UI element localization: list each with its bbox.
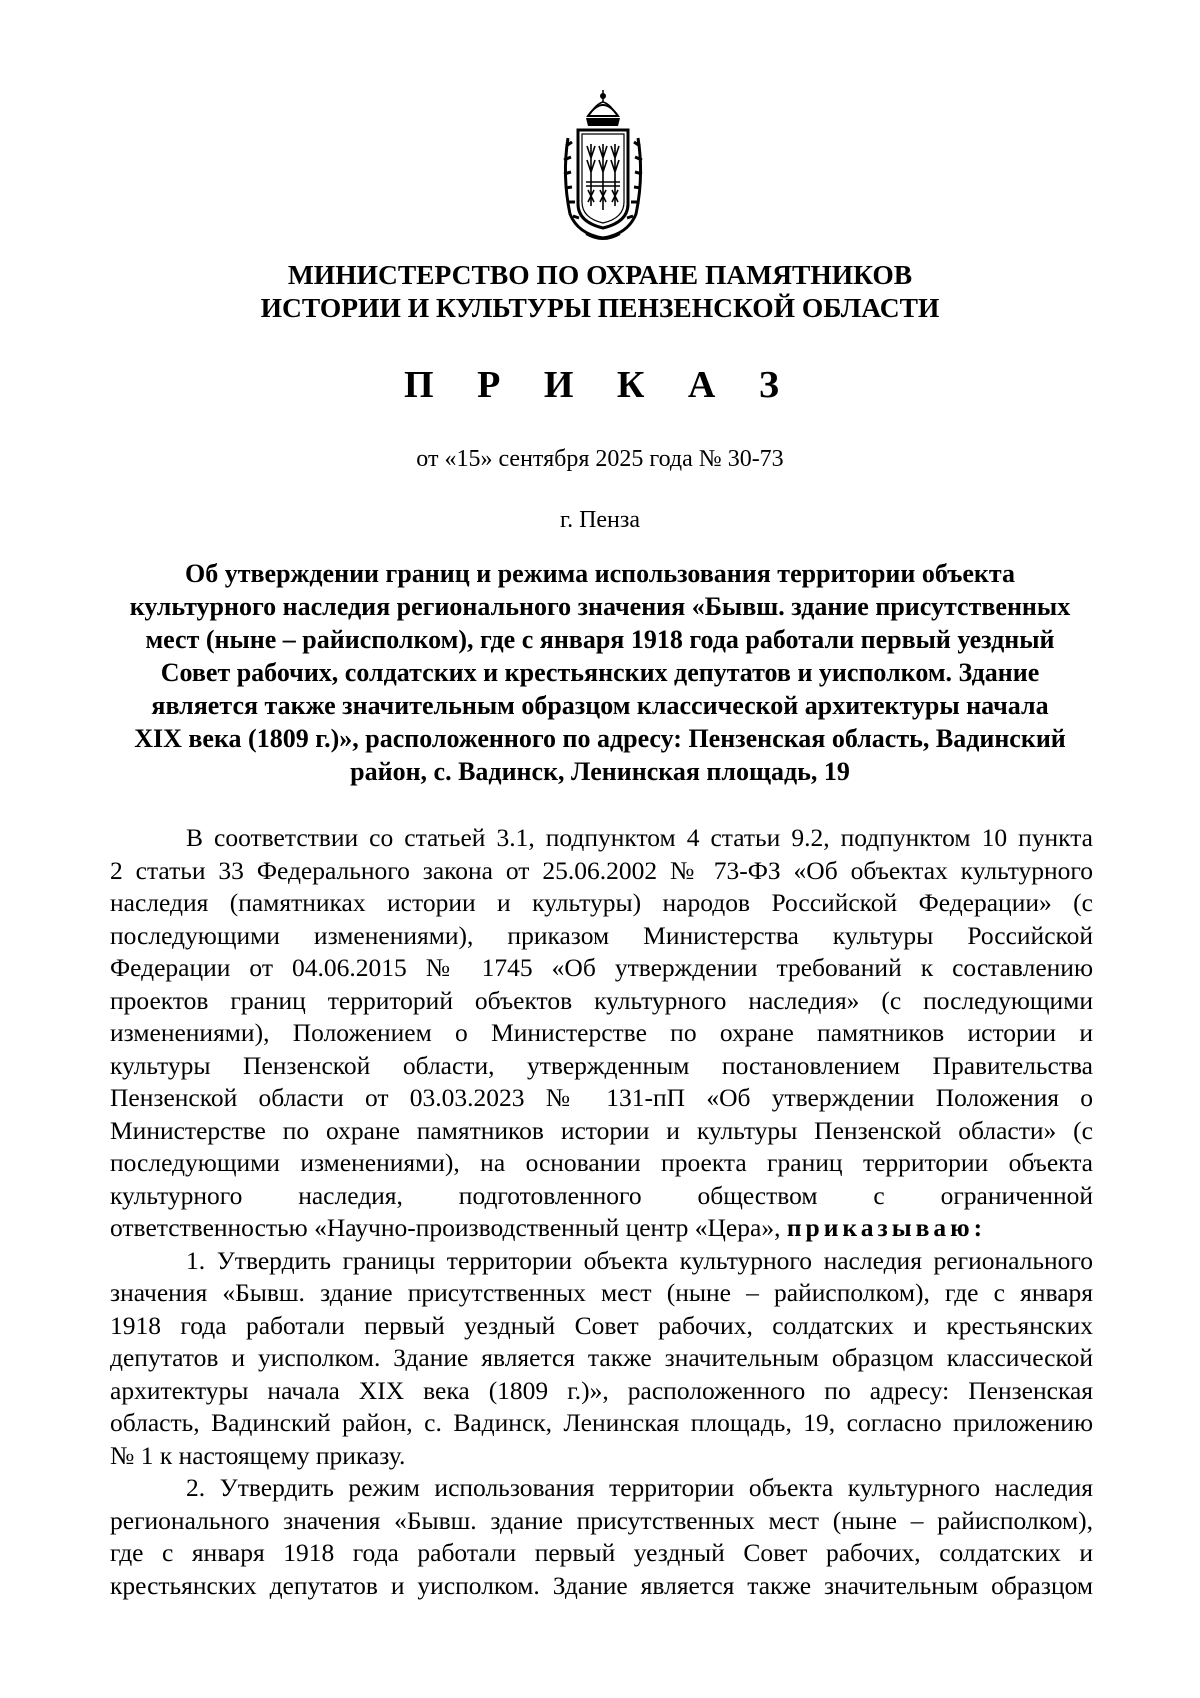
order-keyword: приказываю: <box>786 1213 987 1242</box>
body-line: Федерации от 04.06.2015 № 1745 «Об утверждении требований к составлению <box>110 953 1093 982</box>
order-item-2 <box>110 1472 1093 1602</box>
subject-line: район, с. Вадинск, Ленинская площадь, 19 <box>350 757 850 786</box>
preamble-last-text: ответственностью «Научно-производственный центр «Цера», <box>110 1213 781 1242</box>
body-line: регионального значения «Бывш. здание присутственных мест (ныне – райисполком), <box>110 1505 1093 1535</box>
document-date-number: от «15» сентября 2025 года № 30-73 <box>416 446 784 472</box>
body-line: крестьянских депутатов и уисполком. Здание является также значительным образцом <box>110 1570 1093 1600</box>
body-line: 2 статьи 33 Федерального закона от 25.06.2002 № 73-ФЗ «Об объектах культурного <box>110 855 1093 885</box>
ministry-name-line-2: ИСТОРИИ И КУЛЬТУРЫ ПЕНЗЕНСКОЙ ОБЛАСТИ <box>260 292 940 323</box>
body-line: где с января 1918 года работали первый уездный Совет рабочих, солдатских и <box>110 1538 1093 1567</box>
body-line: Министерстве по охране памятников истории и культуры Пензенской области» (с <box>110 1115 1093 1145</box>
body-line <box>110 1212 1093 1245</box>
document-type-title: П Р И К А З <box>404 364 796 406</box>
preamble-paragraph <box>110 822 1093 1245</box>
document-subject <box>100 557 1100 788</box>
subject-line: является также значительным образцом классической архитектуры начала <box>151 691 1049 720</box>
subject-line: культурного наследия регионального значения «Бывш. здание присутственных <box>129 592 1071 621</box>
order-item-1 <box>110 1245 1093 1473</box>
subject-line: XIX века (1809 г.)», расположенного по адресу: Пензенская область, Вадинский <box>134 724 1066 753</box>
body-line: последующими изменениями), на основании проекта границ территории объекта <box>110 1148 1093 1177</box>
subject-line: Совет рабочих, солдатских и крестьянских депутатов и уисполком. Здание <box>160 658 1040 687</box>
body-line: последующими изменениями), приказом Министерства культуры Российской <box>110 920 1093 950</box>
body-line: архитектуры начала XIX века (1809 г.)», расположенного по адресу: Пензенская <box>110 1375 1093 1405</box>
document-city: г. Пенза <box>559 507 641 533</box>
body-line: 2. Утвердить режим использования территории объекта культурного наследия <box>186 1473 1093 1502</box>
body-line: 1. Утвердить границы территории объекта культурного наследия регионального <box>186 1245 1093 1275</box>
body-line: проектов границ территорий объектов культурного наследия» (с последующими <box>110 985 1093 1015</box>
subject-line: Об утверждении границ и режима использования территории объекта <box>185 559 1015 588</box>
body-line: область, Вадинский район, с. Вадинск, Ленинская площадь, 19, согласно приложению <box>110 1408 1093 1437</box>
body-line: 1918 года работали первый уездный Совет рабочих, солдатских и крестьянских <box>110 1310 1093 1340</box>
subject-line: мест (ныне – райисполком), где с января 1918 года работали первый уездный <box>145 625 1055 654</box>
body-line: № 1 к настоящему приказу. <box>110 1440 406 1470</box>
body-line: культурного наследия, подготовленного обществом с ограниченной <box>110 1180 1093 1210</box>
ministry-name <box>100 258 1100 324</box>
body-line: Пензенской области от 03.03.2023 № 131-пП «Об утверждении Положения о <box>110 1083 1093 1112</box>
body-line: В соответствии со статьей 3.1, подпунктом 4 статьи 9.2, подпунктом 10 пункта <box>186 823 1093 852</box>
body-line: изменениями), Положением о Министерстве по охране памятников истории и <box>110 1018 1093 1047</box>
body-line: депутатов и уисполком. Здание является также значительным образцом классической <box>110 1343 1093 1372</box>
ministry-name-line-1: МИНИСТЕРСТВО ПО ОХРАНЕ ПАМЯТНИКОВ <box>287 259 913 290</box>
document-body <box>110 822 1093 1602</box>
body-line: культуры Пензенской области, утвержденным постановлением Правительства <box>110 1050 1093 1080</box>
body-line: наследия (памятниках истории и культуры) народов Российской Федерации» (с <box>110 888 1093 917</box>
body-line: значения «Бывш. здание присутственных мест (ныне – райисполком), где с января <box>110 1278 1093 1307</box>
penza-region-coat-of-arms-icon <box>558 86 648 246</box>
